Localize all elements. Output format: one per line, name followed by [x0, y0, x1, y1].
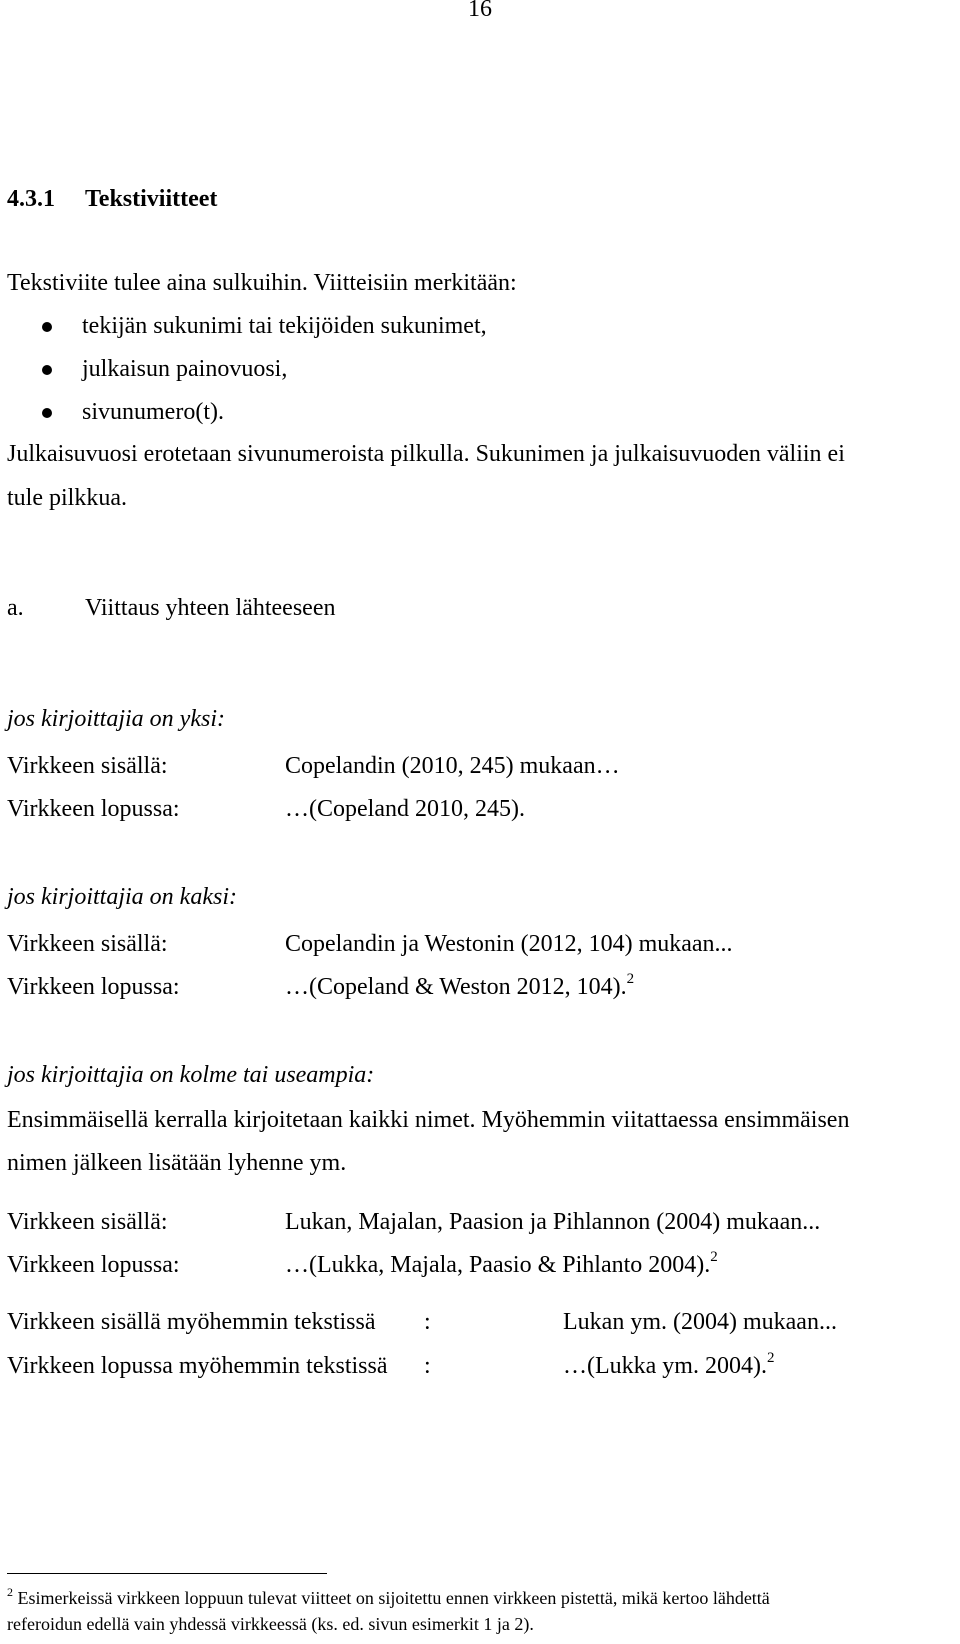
example-value: Lukan ym. (2004) mukaan... [563, 1309, 837, 1335]
footnote-ref: 2 [626, 971, 635, 987]
subheading-label: a. [7, 595, 24, 621]
example-colon: : [424, 1353, 431, 1379]
example-colon: : [424, 1309, 431, 1335]
paragraph-line: nimen jälkeen lisätään lyhenne ym. [7, 1150, 347, 1176]
case-title: jos kirjoittajia on kaksi: [7, 884, 237, 910]
example-label: Virkkeen lopussa: [7, 974, 180, 1000]
example-label: Virkkeen sisällä myöhemmin tekstissä [7, 1309, 376, 1335]
list-item: julkaisun painovuosi, [82, 356, 288, 382]
footnote-divider [7, 1573, 327, 1574]
example-value: Lukan, Majalan, Paasion ja Pihlannon (2004) mukaan... [285, 1209, 821, 1235]
example-label: Virkkeen sisällä: [7, 753, 168, 779]
section-title: Tekstiviitteet [85, 186, 218, 212]
example-label: Virkkeen lopussa: [7, 1252, 180, 1278]
paragraph-line: Ensimmäisellä kerralla kirjoitetaan kaikki nimet. Myöhemmin viitattaessa ensimmäisen [7, 1107, 850, 1133]
list-item: sivunumero(t). [82, 399, 224, 425]
example-label: Virkkeen sisällä: [7, 931, 168, 957]
example-label: Virkkeen lopussa: [7, 796, 180, 822]
list-item: tekijän sukunimi tai tekijöiden sukunimet, [82, 313, 487, 339]
footnote-text: Esimerkeissä virkkeen loppuun tulevat viitteet on sijoitettu ennen virkkeen pistettä, mikä kertoo lähdettä [17, 1588, 770, 1608]
example-value [285, 972, 634, 1002]
bullet-icon [42, 408, 52, 418]
page-number: 16 [468, 0, 492, 22]
case-title: jos kirjoittajia on yksi: [7, 706, 225, 732]
intro-text: Tekstiviite tulee aina sulkuihin. Viitteisiin merkitään: [7, 270, 517, 296]
footnote-line [7, 1585, 770, 1611]
example-label: Virkkeen lopussa myöhemmin tekstissä [7, 1353, 388, 1379]
bullet-icon [42, 322, 52, 332]
example-value-text: …(Lukka ym. 2004). [563, 1353, 767, 1379]
section-number: 4.3.1 [7, 186, 55, 212]
example-value-text: …(Copeland & Weston 2012, 104). [285, 974, 627, 1000]
bullet-icon [42, 365, 52, 375]
footnote-ref: 2 [766, 1350, 775, 1366]
example-value: …(Copeland 2010, 245). [285, 796, 525, 822]
subheading-text: Viittaus yhteen lähteeseen [85, 595, 336, 621]
paragraph-line: tule pilkkua. [7, 485, 127, 511]
paragraph-line: Julkaisuvuosi erotetaan sivunumeroista pilkulla. Sukunimen ja julkaisuvuoden väliin ei [7, 441, 845, 467]
footnote-line: referoidun edellä vain yhdessä virkkeessä (ks. ed. sivun esimerkit 1 ja 2). [7, 1614, 534, 1634]
example-value: Copelandin ja Westonin (2012, 104) mukaan... [285, 931, 733, 957]
footnote-ref: 2 [710, 1249, 718, 1265]
example-label: Virkkeen sisällä: [7, 1209, 168, 1235]
case-title: jos kirjoittajia on kolme tai useampia: [7, 1062, 375, 1088]
example-value [285, 1250, 718, 1280]
example-value [563, 1351, 774, 1381]
example-value-text: …(Lukka, Majala, Paasio & Pihlanto 2004). [285, 1252, 711, 1278]
footnote-marker: 2 [7, 1585, 13, 1599]
example-value: Copelandin (2010, 245) mukaan… [285, 753, 620, 779]
